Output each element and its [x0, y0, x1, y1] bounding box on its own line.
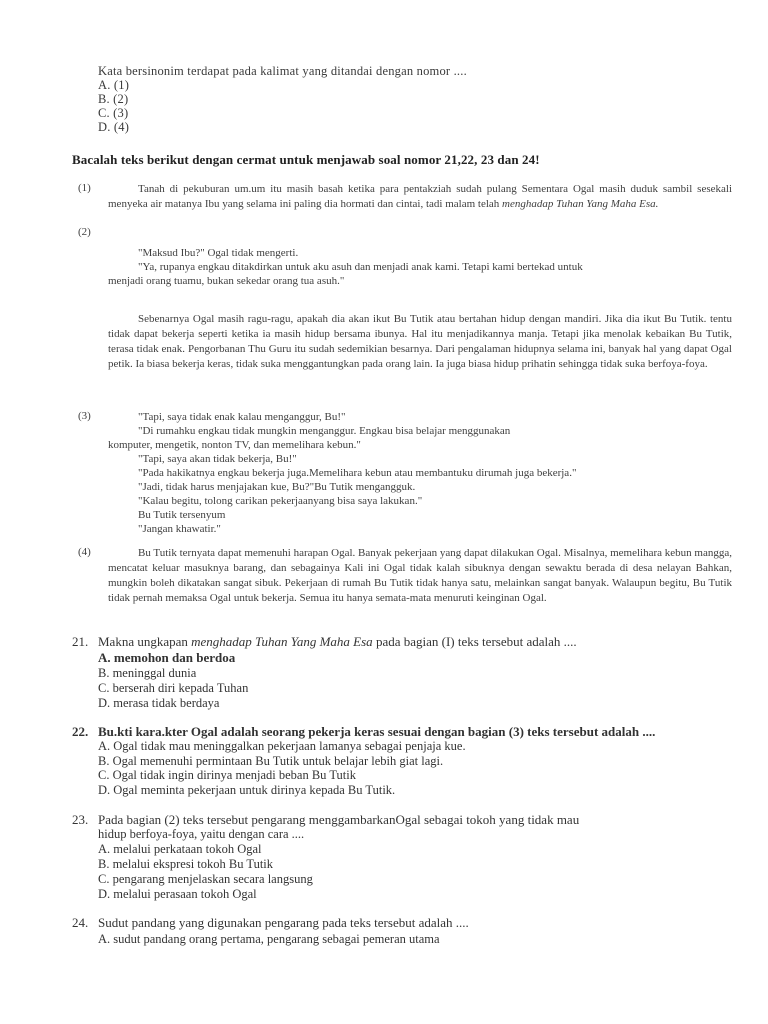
paragraph-2-number: (2): [78, 226, 91, 238]
paragraph-2-dialog-line-3: menjadi orang tuamu, bukan sekedar orang tua asuh.": [108, 275, 345, 287]
question-22-option-a: A. Ogal tidak mau meninggalkan pekerjaan lamanya sebagai penjaja kue.: [98, 739, 466, 753]
question-21-italic-phrase: menghadap Tuhan Yang Maha Esa: [191, 634, 373, 649]
top-option-c: C. (3): [98, 106, 129, 120]
question-23-option-b: B. melalui ekspresi tokoh Bu Tutik: [98, 857, 274, 871]
question-22-option-b: B. Ogal memenuhi permintaan Bu Tutik untuk belajar lebih giat lagi.: [98, 754, 444, 768]
top-question-prompt: Kata bersinonim terdapat pada kalimat yang ditandai dengan nomor ....: [98, 64, 467, 78]
paragraph-3-dialog-8: Bu Tutik tersenyum: [138, 509, 226, 521]
question-21-number: 21.: [72, 634, 89, 649]
paragraph-3-dialog-1: "Tapi, saya tidak enak kalau menganggur, Bu!": [138, 411, 346, 423]
paragraph-1: [108, 182, 732, 212]
question-22-text: Bu.kti kara.kter Ogal adalah seorang pekerja keras sesuai dengan bagian (3) teks tersebut adalah ....: [98, 724, 656, 739]
reading-instruction: Bacalah teks berikut dengan cermat untuk menjawab soal nomor 21,22, 23 dan 24!: [72, 152, 540, 167]
question-23-option-c: C. pengarang menjelaskan secara langsung: [98, 872, 313, 886]
question-24-text: Sudut pandang yang digunakan pengarang pada teks tersebut adalah ....: [98, 915, 469, 930]
top-option-d: D. (4): [98, 120, 130, 134]
question-21-option-d: D. merasa tidak berdaya: [98, 696, 220, 710]
question-23-option-a: A. melalui perkataan tokoh Ogal: [98, 842, 262, 856]
paragraph-1-number: (1): [78, 182, 91, 194]
question-24: [72, 915, 469, 931]
question-22-option-c: C. Ogal tidak ingin dirinya menjadi beban Bu Tutik: [98, 768, 356, 782]
question-23-text-line-1: Pada bagian (2) teks tersebut pengarang menggambarkanOgal sebagai tokoh yang tidak mau: [98, 812, 580, 827]
question-23-text-line-2: hidup berfoya-foya, yaitu dengan cara ....: [98, 827, 305, 841]
paragraph-3-dialog-5: "Pada hakikatnya engkau bekerja juga.Memelihara kebun atau membantuku dirumah juga bekerja.": [138, 467, 577, 479]
question-21-option-c: C. berserah diri kepada Tuhan: [98, 681, 249, 695]
paragraph-2-dialog-line-2: "Ya, rupanya engkau ditakdirkan untuk aku asuh dan menjadi anak kami. Tetapi kami bertekad untuk: [138, 261, 583, 273]
paragraph-3-dialog-2: "Di rumahku engkau tidak mungkin menganggur. Engkau bisa belajar menggunakan: [138, 425, 511, 437]
question-21-option-b: B. meninggal dunia: [98, 666, 197, 680]
question-23: [72, 812, 579, 828]
question-22: [72, 724, 655, 740]
question-23-option-d: D. melalui perasaan tokoh Ogal: [98, 887, 257, 901]
question-23-number: 23.: [72, 812, 89, 827]
question-21-text-before: Makna ungkapan: [98, 634, 192, 649]
paragraph-3-dialog-3: komputer, mengetik, nonton TV, dan memelihara kebun.": [108, 439, 361, 451]
question-24-option-a: A. sudut pandang orang pertama, pengarang sebagai pemeran utama: [98, 932, 440, 946]
paragraph-1-text: Tanah di pekuburan um.um itu masih basah ketika para pentakziah sudah pulang Sementara Ogal masih duduk sambil sesekali menyeka air matanya Ibu yang selama ini paling dia hormati dan cintai, tadi malam telah: [108, 183, 732, 210]
question-22-option-d: D. Ogal meminta pekerjaan untuk dirinya kepada Bu Tutik.: [98, 783, 396, 797]
paragraph-2-body: Sebenarnya Ogal masih ragu-ragu, apakah dia akan ikut Bu Tutik atau bertahan hidup dengan mandiri. Jika dia ikut Bu Tutik. tentu tidak dapat bekerja seperti ketika ia masih hidup bersama ibunya. Hal itu menjadikannya manja. Tetapi jika menolak kebaikan Bu Tutik, terasa tidak enak. Pengorbanan Thu Guru itu sudah sedemikian besarnya. Dari pengalaman hidupnya selama ini, banyak hal yang dapat Ogal petik. Ia biasa bekerja keras, tidak suka menggantungkan pada orang lain. Ia juga biasa hidup prihatin sehingga tidak suka berfoya-foya.: [108, 313, 732, 370]
paragraph-3-dialog-4: "Tapi, saya akan tidak bekerja, Bu!": [138, 453, 297, 465]
top-option-a: A. (1): [98, 78, 130, 92]
paragraph-4-number: (4): [78, 546, 91, 558]
paragraph-2-dialog-line-1: "Maksud Ibu?" Ogal tidak mengerti.: [138, 247, 299, 259]
paragraph-3-dialog-9: "Jangan khawatir.": [138, 523, 221, 535]
paragraph-1-italic-phrase: menghadap Tuhan Yang Maha Esa.: [502, 198, 659, 210]
paragraph-4: Bu Tutik ternyata dapat memenuhi harapan Ogal. Banyak pekerjaan yang dapat dilakukan Ogal. Misalnya, memelihara kebun mangga, mencatat keluar masuknya barang, dan sebagainya Kali ini Ogal tidak kalah sibuknya dengan sewaktu berada di desa nelayan Bahkan, mungkin boleh dikatakan sangat sibuk. Pekerjaan di rumah Bu Tutik tidak hanya satu, melainkan sangat banyak. Walaupun begitu, Bu Tutik tidak pernah memaksa Ogal untuk bekerja. Semua itu hanya semata-mata menuruti keinginan Ogal.: [108, 547, 732, 604]
question-24-number: 24.: [72, 915, 89, 930]
paragraph-3-number: (3): [78, 410, 91, 422]
question-22-number: 22.: [72, 724, 89, 739]
paragraph-3-dialog-7: "Kalau begitu, tolong carikan pekerjaanyang bisa saya lakukan.": [138, 495, 423, 507]
question-21-text-after: pada bagian (I) teks tersebut adalah ....: [372, 634, 577, 649]
question-21-option-a: A. memohon dan berdoa: [98, 650, 236, 665]
paragraph-3-dialog-6: "Jadi, tidak harus menjajakan kue, Bu?"Bu Tutik mengangguk.: [138, 481, 416, 493]
top-option-b: B. (2): [98, 92, 129, 106]
question-21: [72, 634, 577, 650]
